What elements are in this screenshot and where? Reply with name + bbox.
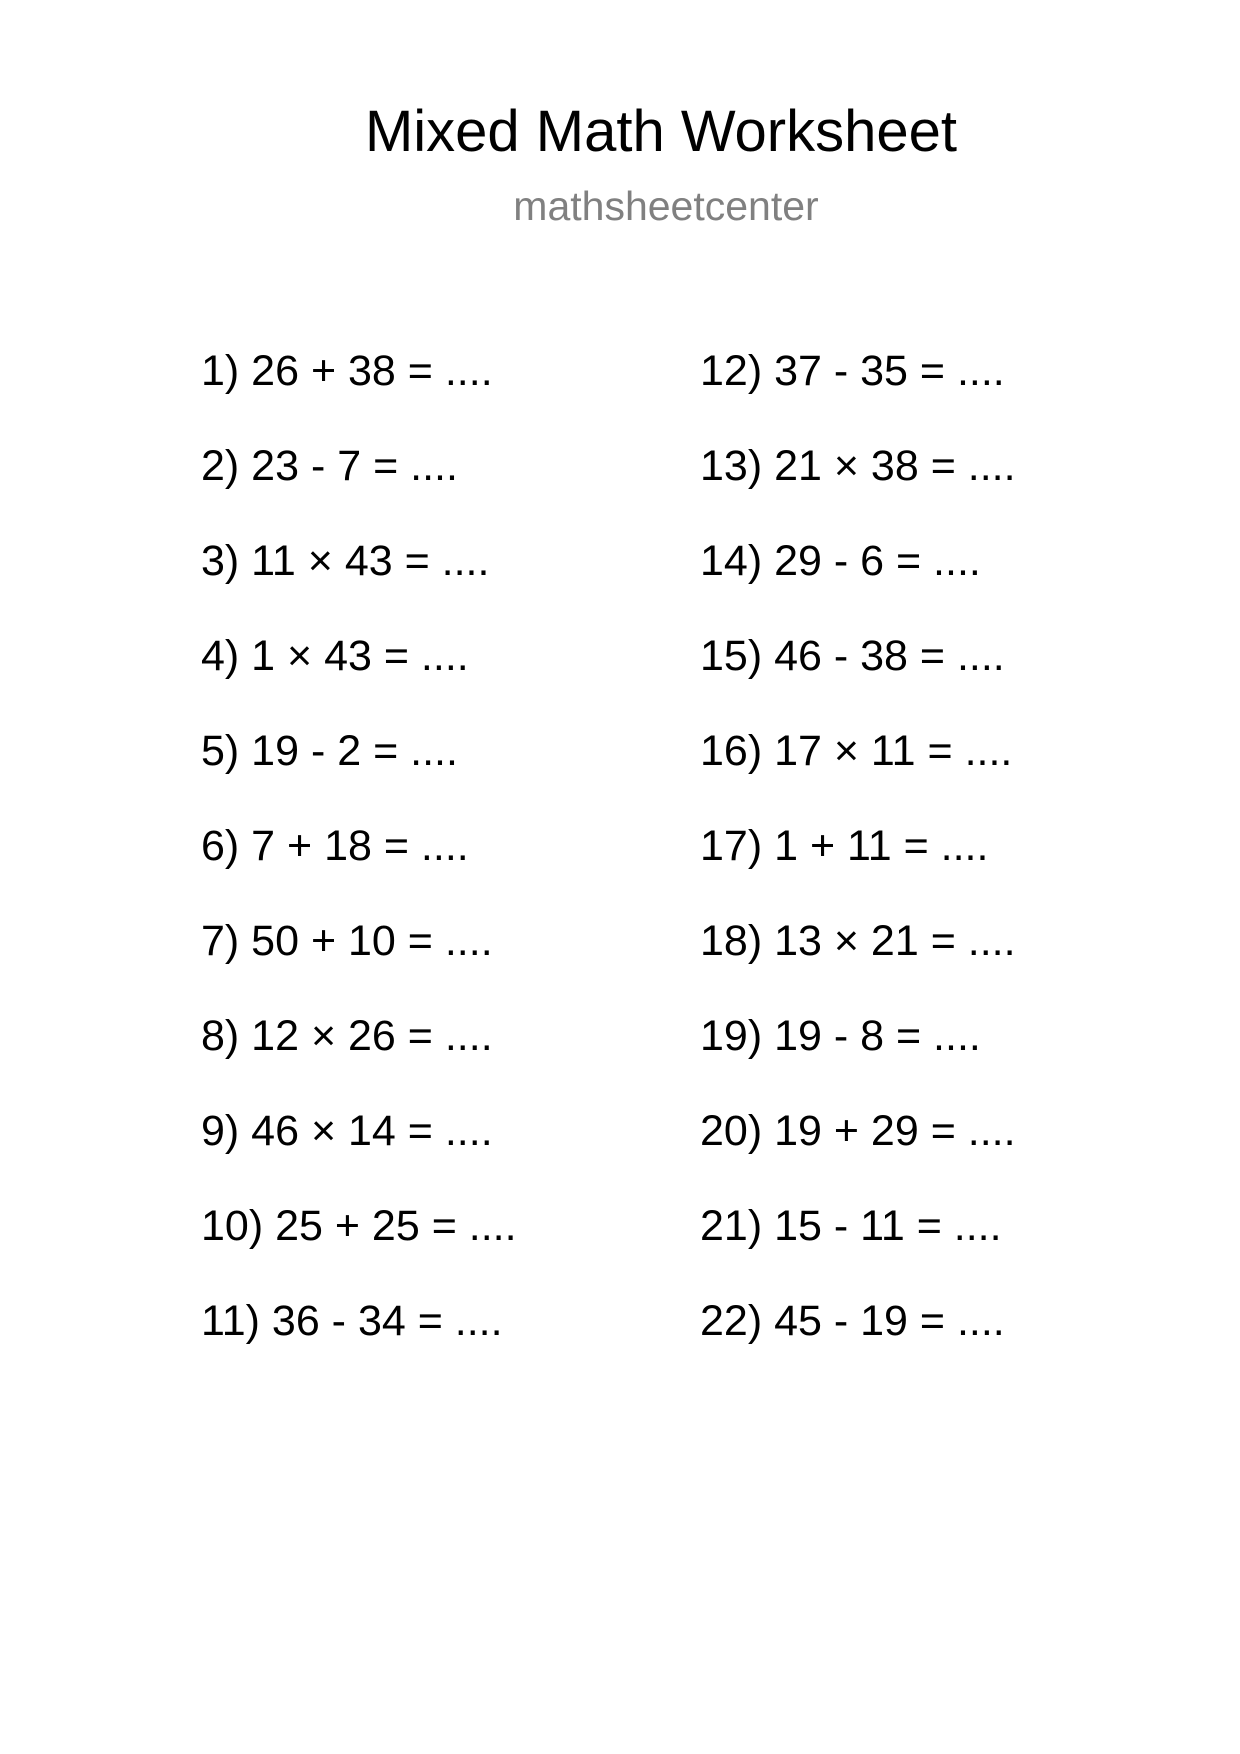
problem-item: 14) 29 - 6 = .... [700,537,981,585]
problem-item: 3) 11 × 43 = .... [201,537,490,585]
problem-item: 2) 23 - 7 = .... [201,442,458,490]
problem-item: 7) 50 + 10 = .... [201,917,493,965]
problem-item: 5) 19 - 2 = .... [201,727,458,775]
problem-item: 9) 46 × 14 = .... [201,1107,493,1155]
problem-item: 4) 1 × 43 = .... [201,632,469,680]
problem-item: 1) 26 + 38 = .... [201,347,493,395]
problem-item: 20) 19 + 29 = .... [700,1107,1016,1155]
problem-item: 21) 15 - 11 = .... [700,1202,1002,1250]
page-title: Mixed Math Worksheet [364,99,958,164]
problem-list-left [201,346,517,1391]
problem-item: 15) 46 - 38 = .... [700,632,1005,680]
problem-item: 8) 12 × 26 = .... [201,1012,493,1060]
problem-item: 10) 25 + 25 = .... [201,1202,517,1250]
problem-list-right [700,346,1016,1391]
problem-item: 18) 13 × 21 = .... [700,917,1016,965]
page-subtitle: mathsheetcenter [513,183,819,229]
problem-item: 13) 21 × 38 = .... [700,442,1016,490]
problem-item: 6) 7 + 18 = .... [201,822,469,870]
problem-item: 12) 37 - 35 = .... [700,347,1005,395]
problem-item: 22) 45 - 19 = .... [700,1297,1005,1345]
problem-item: 17) 1 + 11 = .... [700,822,989,870]
problem-item: 19) 19 - 8 = .... [700,1012,981,1060]
problem-item: 16) 17 × 11 = .... [700,727,1013,775]
problem-item: 11) 36 - 34 = .... [201,1297,503,1345]
